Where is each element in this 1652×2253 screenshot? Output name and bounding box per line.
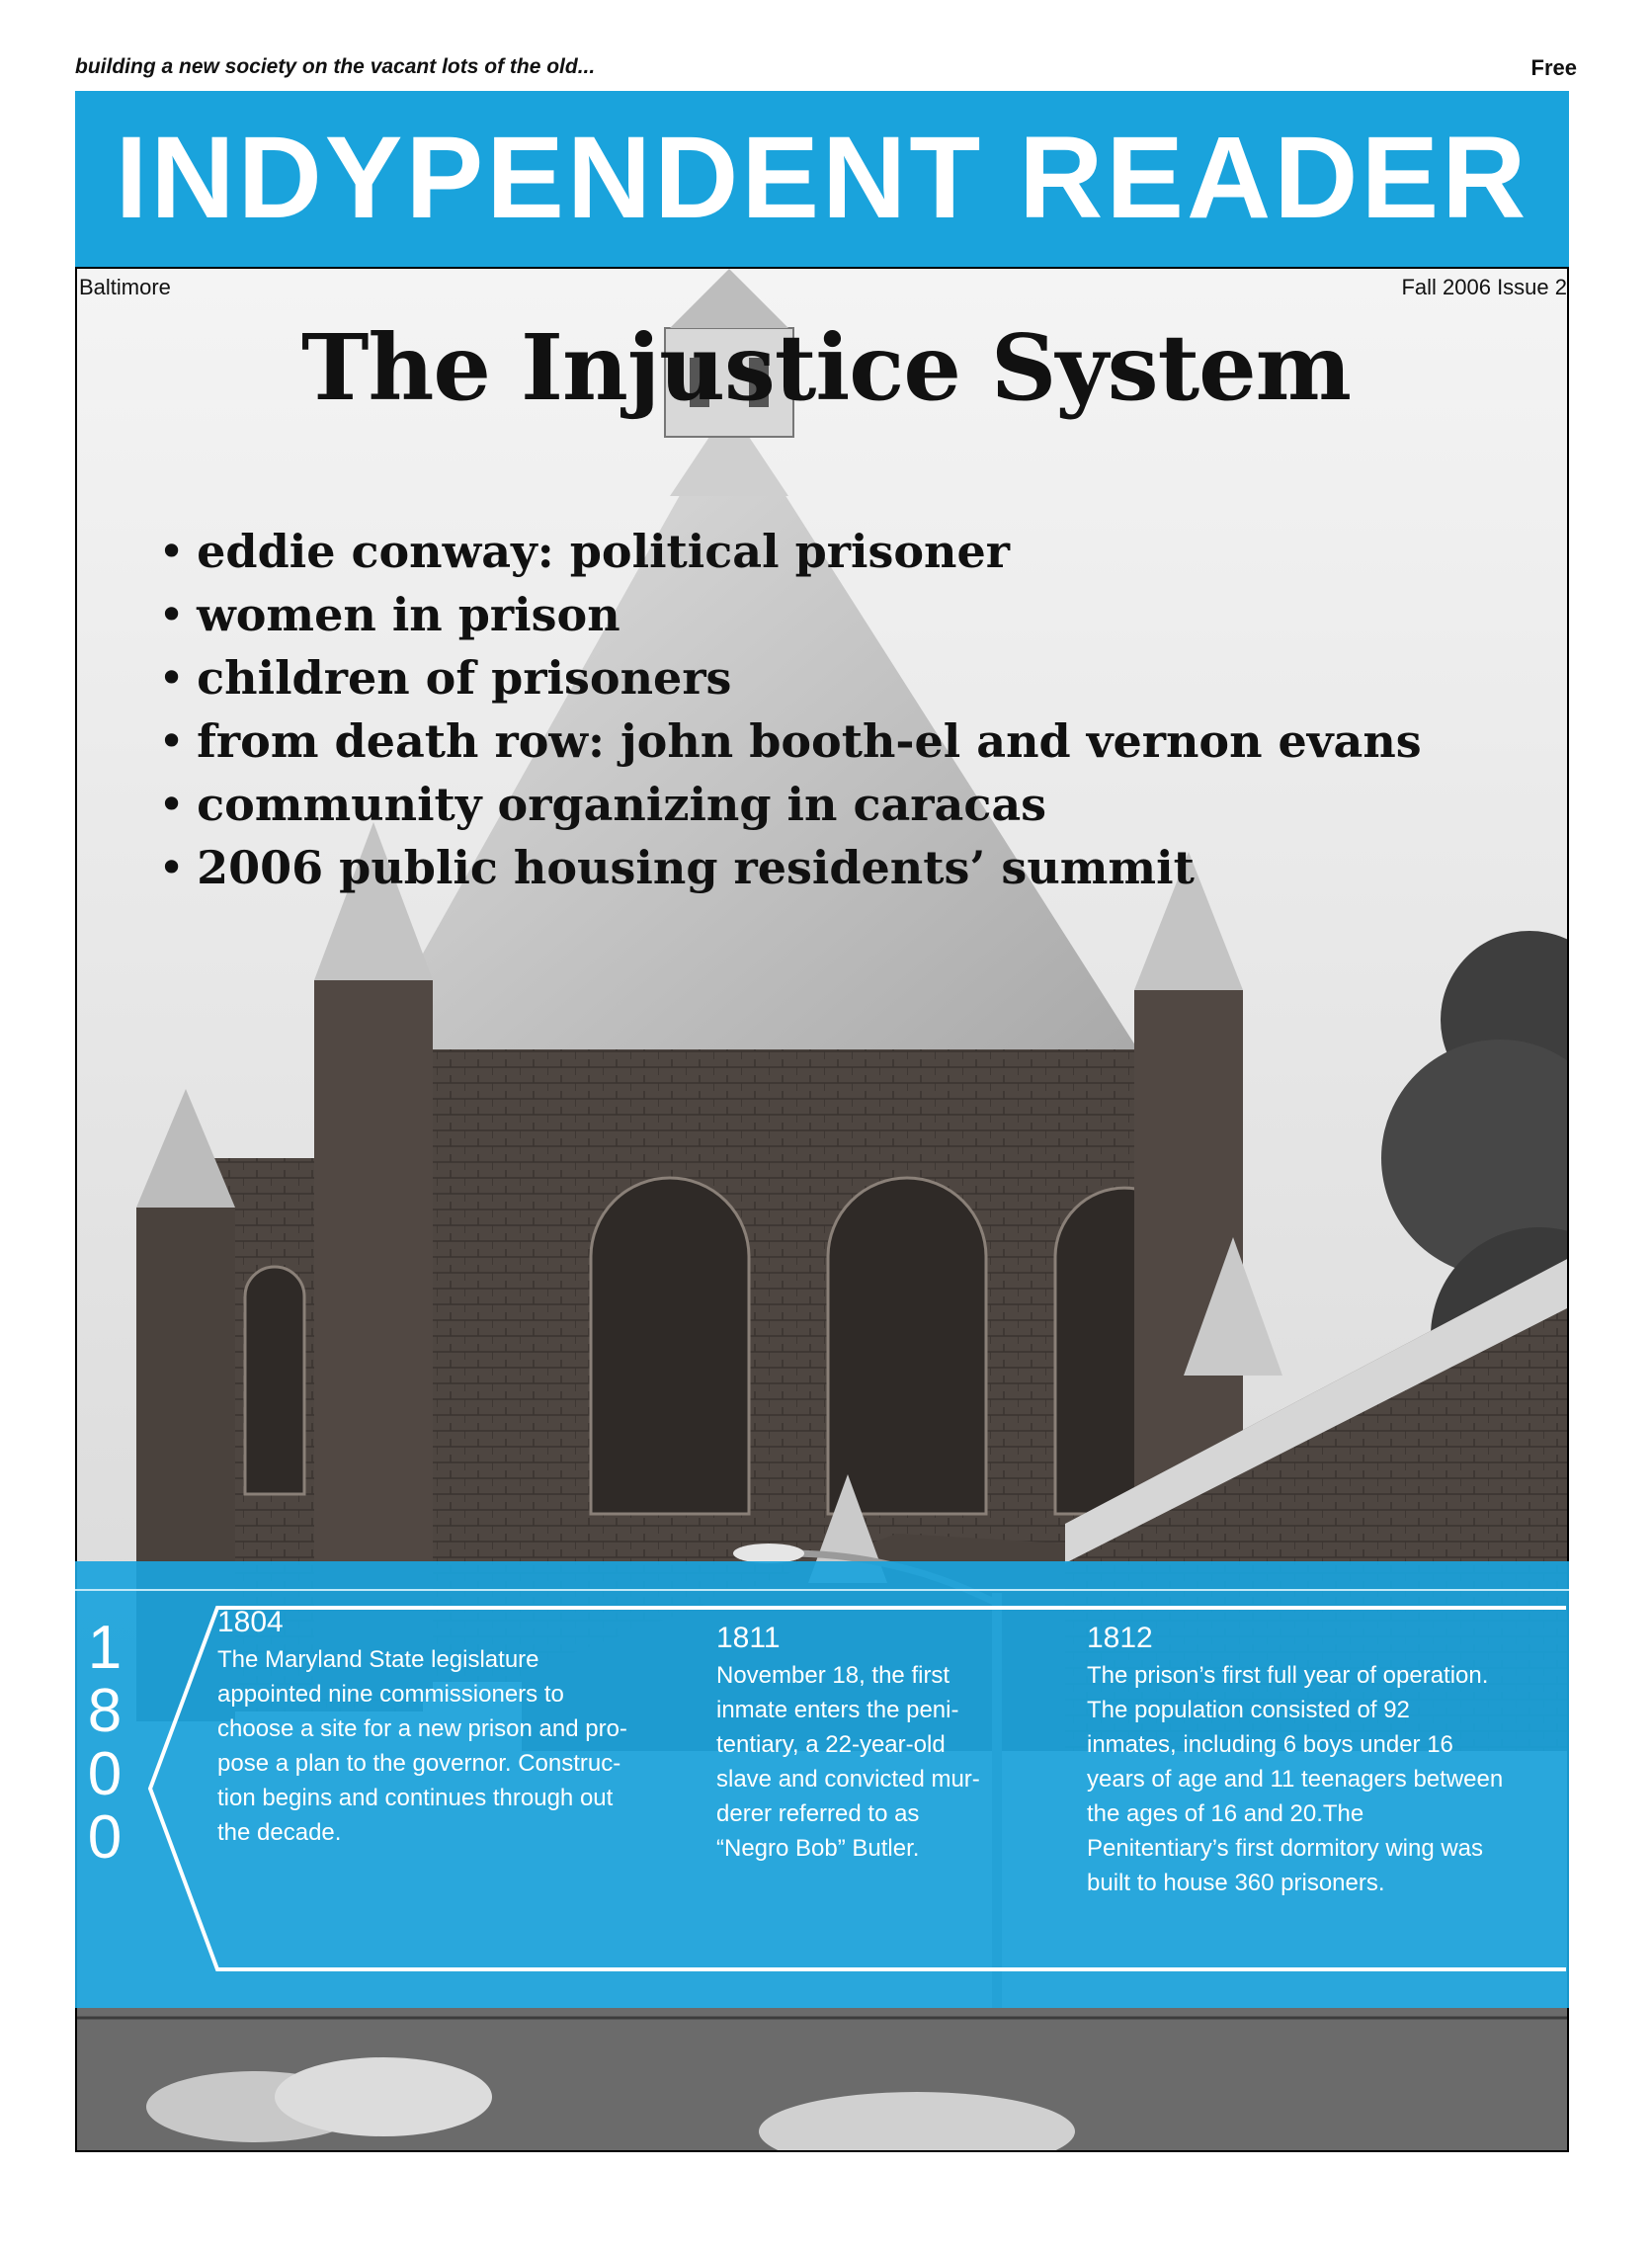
cover-story-item: • from death row: john booth-el and vernon evans <box>158 714 1422 768</box>
timeline-decade: 1 8 0 0 <box>87 1614 123 1872</box>
price-label: Free <box>1530 55 1577 80</box>
cover-story-item: • women in prison <box>158 588 620 641</box>
cover-story-item: • children of prisoners <box>158 651 732 705</box>
cover-story-item: • community organizing in caracas <box>158 778 1047 831</box>
cover-story-list <box>158 520 1422 899</box>
timeline-event-1804: 1804 The Maryland State legislature appointed nine commissioners to choose a site for a new prison and pro- pose a plan to the governor. Construc- tion begins and continues through out the decade. <box>217 1606 627 1846</box>
masthead-title: INDYPENDENT READER <box>115 113 1529 243</box>
cover-headline: The Injustice System <box>301 314 1351 421</box>
cover-story-item: • eddie conway: political prisoner <box>158 525 1010 578</box>
timeline-event-1812: 1812 The prison’s first full year of operation. The population consisted of 92 inmates, including 6 boys under 16 years of age and 11 teenagers between the ages of 16 and 20.The Penitentiary’s first dormitory wing was built to house 360 prisoners. <box>1087 1622 1504 1896</box>
issue-label: Fall 2006 Issue 2 <box>1401 275 1567 299</box>
cover-story-item: • 2006 public housing residents’ summit <box>158 841 1195 894</box>
masthead <box>75 91 1569 267</box>
edition-city: Baltimore <box>79 275 171 299</box>
timeline-divider <box>75 1589 1569 1591</box>
tagline: building a new society on the vacant lots of the old... <box>75 55 596 78</box>
timeline-event-1811: 1811 November 18, the first inmate enters the peni- tentiary, a 22-year-old slave and convicted mur- derer referred to as “Negro Bob” Butler. <box>716 1622 980 1862</box>
